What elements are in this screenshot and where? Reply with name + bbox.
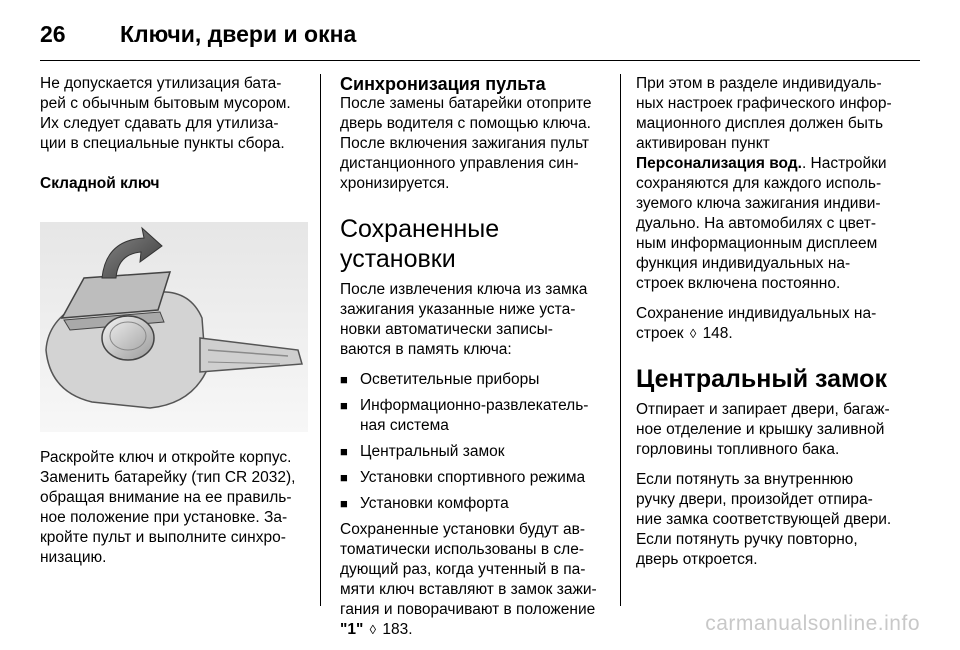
list-item: ■ Информационно-развлекатель- ная система (340, 397, 589, 434)
page-title: Ключи, двери и окна (120, 20, 357, 47)
column-separator (320, 74, 321, 606)
bullet-icon: ■ (340, 372, 348, 387)
header-rule (40, 60, 920, 61)
cross-reference-icon: ◊ (369, 622, 377, 637)
page-header (40, 14, 356, 54)
column-1 (40, 74, 308, 578)
watermark: carmanualsonline.info (705, 612, 920, 635)
personalization-paragraph: При этом в разделе индивидуаль- ных настроек графического инфор- мационного дисплея должен быть активирован пункт Персонализация вод.. Настройки сохраняются для каждого исполь- зуемого ключа зажигания индиви- дуально. На автомобилях с цвет- ным информационным дисплеем функция индивидуальных на- строек включена постоянно. (636, 75, 892, 292)
saved-settings-paragraph: После извлечения ключа из замка зажигания указанные ниже уста- новки автоматически записы- ваются в память ключа: (340, 281, 588, 358)
ignition-position: "1" (340, 621, 364, 638)
page-number: 26 (40, 20, 66, 47)
key-battery-illustration (40, 222, 308, 432)
saving-settings-paragraph: Сохранение индивидуальных на- строек ◊ 148. (636, 305, 877, 342)
remote-sync-heading: Синхронизация пульта (340, 74, 546, 94)
saved-settings-list (340, 370, 602, 514)
list-item: ■ Установки спортивного режима (340, 469, 586, 486)
personalization-menu-item: Персонализация вод. (636, 155, 802, 172)
bullet-icon: ■ (340, 496, 348, 511)
remote-sync-paragraph: После замены батарейки отоприте дверь водителя с помощью ключа. После включения зажигания пульт дистанционного управления син- хронизируется. (340, 95, 592, 192)
saved-settings-heading: Сохраненные установки (340, 215, 500, 273)
column-separator (620, 74, 621, 606)
central-locking-heading: Центральный замок (636, 365, 887, 393)
list-item: ■ Центральный замок (340, 443, 505, 460)
bullet-icon: ■ (340, 444, 348, 459)
central-locking-paragraph: Отпирает и запирает двери, багаж- ное отделение и крышку заливной горловины топливного бака. (636, 401, 890, 458)
column-3 (636, 74, 908, 580)
saved-usage-paragraph: Сохраненные установки будут ав- томатически использованы в сле- дующий раз, когда учтенный в па- мяти ключ вставляют в замок зажи- гания и поворачивают в положение "1" ◊ 183. (340, 521, 597, 638)
column-2 (340, 74, 602, 650)
door-handle-paragraph: Если потянуть за внутреннюю ручку двери, произойдет отпира- ние замка соответствующей двери. Если потянуть ручку повторно, дверь откроется. (636, 471, 892, 568)
list-item: ■ Осветительные приборы (340, 371, 540, 388)
bullet-icon: ■ (340, 470, 348, 485)
folding-key-subheading: Складной ключ (40, 175, 160, 192)
disposal-paragraph: Не допускается утилизация бата- рей с обычным бытовым мусором. Их следует сдавать для утилиза- ции в специальные пункты сбора. (40, 75, 291, 152)
battery-replacement-paragraph: Раскройте ключ и откройте корпус. Заменить батарейку (тип CR 2032), обращая внимание на ее правиль- ное положение при установке. За- кройте пульт и выполните синхро- низацию. (40, 449, 296, 566)
cross-reference-icon: ◊ (689, 326, 697, 341)
list-item: ■ Установки комфорта (340, 495, 509, 512)
page-reference-link[interactable]: 183. (382, 621, 413, 638)
page-reference-link[interactable]: 148. (702, 325, 733, 342)
bullet-icon: ■ (340, 398, 348, 413)
